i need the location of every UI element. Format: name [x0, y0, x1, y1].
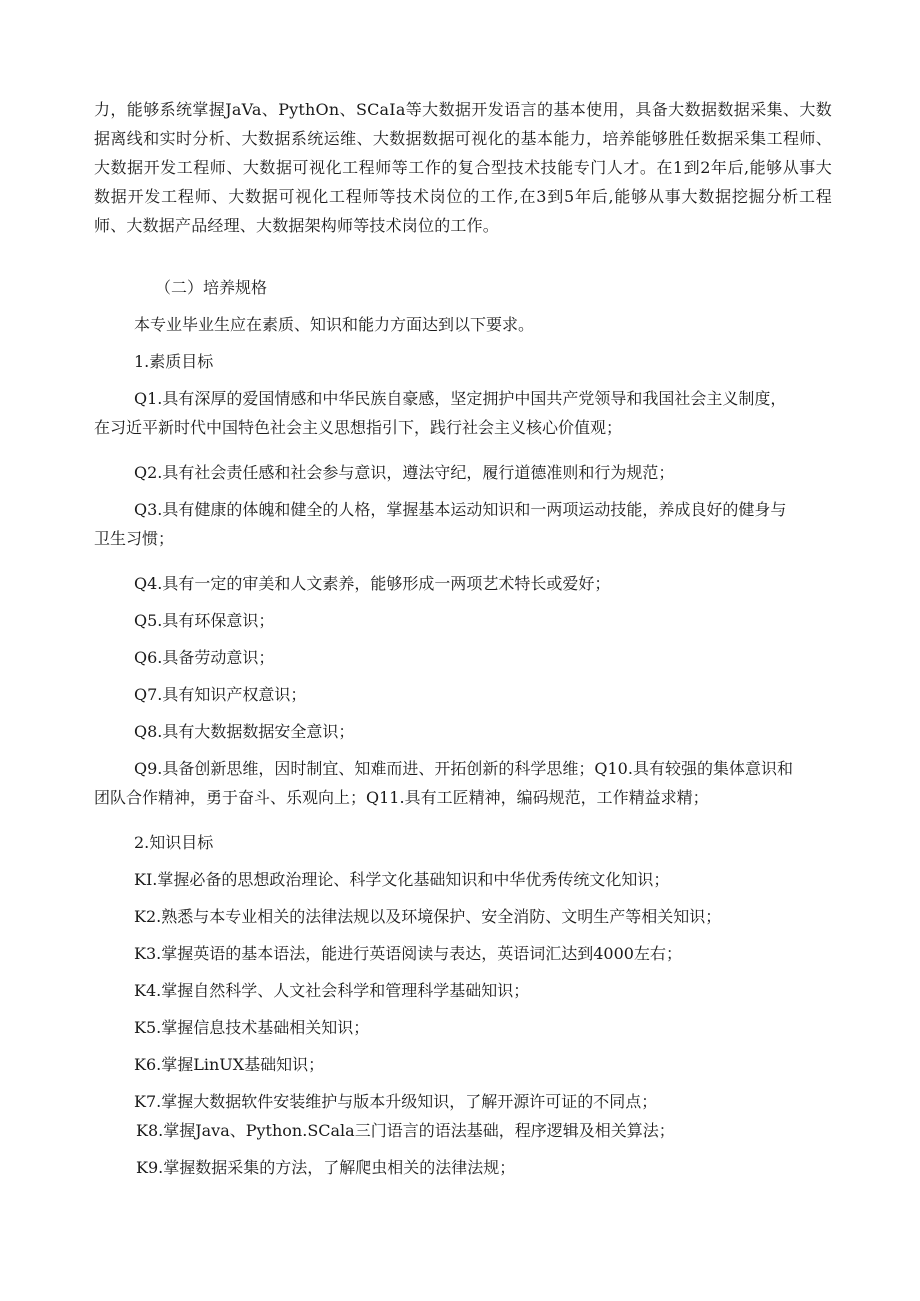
knowledge-item-k1: KI.掌握必备的思想政治理论、科学文化基础知识和中华优秀传统文化知识； [134, 870, 670, 889]
knowledge-item-k9: K9.掌握数据采集的方法，了解爬虫相关的法律法规； [136, 1158, 516, 1177]
quality-item-q8: Q8.具有大数据数据安全意识； [134, 722, 355, 741]
item-text: Q9.具备创新思维，因时制宜、知难而进、开拓创新的科学思维；Q10.具有较强的集体意识和 [134, 759, 793, 778]
knowledge-heading: 2.知识目标 [134, 833, 214, 852]
quality-item-q9 [94, 754, 834, 812]
knowledge-item-k2: K2.熟悉与本专业相关的法律法规以及环境保护、安全消防、文明生产等相关知识； [134, 907, 722, 926]
intro-text: 力，能够系统掌握JaVa、PythOn、SCaIa等大数据开发语言的基本使用，具备大数据数据采集、大数据离线和实时分析、大数据系统运维、大数据数据可视化的基本能力，培养能够胜任数据采集工程师、大数据开发工程师、大数据可视化工程师等工作的复合型技术技能专门人才。在1到2年后,能够从事大数据开发工程师、大数据可视化工程师等技术岗位的工作,在3到5年后,能够从事大数据挖掘分析工程师、大数据产品经理、大数据架构师等技术岗位的工作。 [94, 100, 832, 235]
item-text: Q3.具有健康的体魄和健全的人格，掌握基本运动知识和一两项运动技能，养成良好的健身与 [134, 500, 787, 519]
quality-item-q2: Q2.具有社会责任感和社会参与意识，遵法守纪，履行道德准则和行为规范； [134, 463, 675, 482]
knowledge-item-k8: K8.掌握Java、Python.SCala三门语言的语法基础，程序逻辑及相关算法； [136, 1121, 675, 1140]
knowledge-item-k7: K7.掌握大数据软件安装维护与版本升级知识，了解开源许可证的不同点； [134, 1092, 658, 1111]
quality-item-q3 [94, 495, 834, 553]
intro-paragraph [94, 95, 832, 240]
knowledge-item-k4: K4.掌握自然科学、人文社会科学和管理科学基础知识； [134, 981, 530, 1000]
quality-item-q6: Q6.具备劳动意识； [134, 648, 275, 667]
quality-item-q4: Q4.具有一定的审美和人文素养，能够形成一两项艺术特长或爱好； [134, 574, 611, 593]
section-heading: （二）培养规格 [155, 278, 268, 297]
item-text-cont: 卫生习惯； [94, 529, 175, 548]
section-intro: 本专业毕业生应在素质、知识和能力方面达到以下要求。 [134, 315, 535, 334]
item-text-cont: 团队合作精神，勇于奋斗、乐观向上；Q11.具有工匠精神，编码规范，工作精益求精； [94, 788, 709, 807]
quality-item-q1 [94, 384, 834, 442]
quality-item-q7: Q7.具有知识产权意识； [134, 685, 307, 704]
quality-item-q5: Q5.具有环保意识； [134, 611, 275, 630]
quality-heading: 1.素质目标 [134, 352, 214, 371]
knowledge-item-k5: K5.掌握信息技术基础相关知识； [134, 1018, 370, 1037]
knowledge-item-k3: K3.掌握英语的基本语法，能进行英语阅读与表达，英语词汇达到4000左右； [134, 944, 682, 963]
item-text-cont: 在习近平新时代中国特色社会主义思想指引下，践行社会主义核心价值观； [94, 418, 623, 437]
item-text: Q1.具有深厚的爱国情感和中华民族自豪感，坚定拥护中国共产党领导和我国社会主义制度， [134, 389, 787, 408]
knowledge-item-k6: K6.掌握LinUX基础知识； [134, 1055, 325, 1074]
